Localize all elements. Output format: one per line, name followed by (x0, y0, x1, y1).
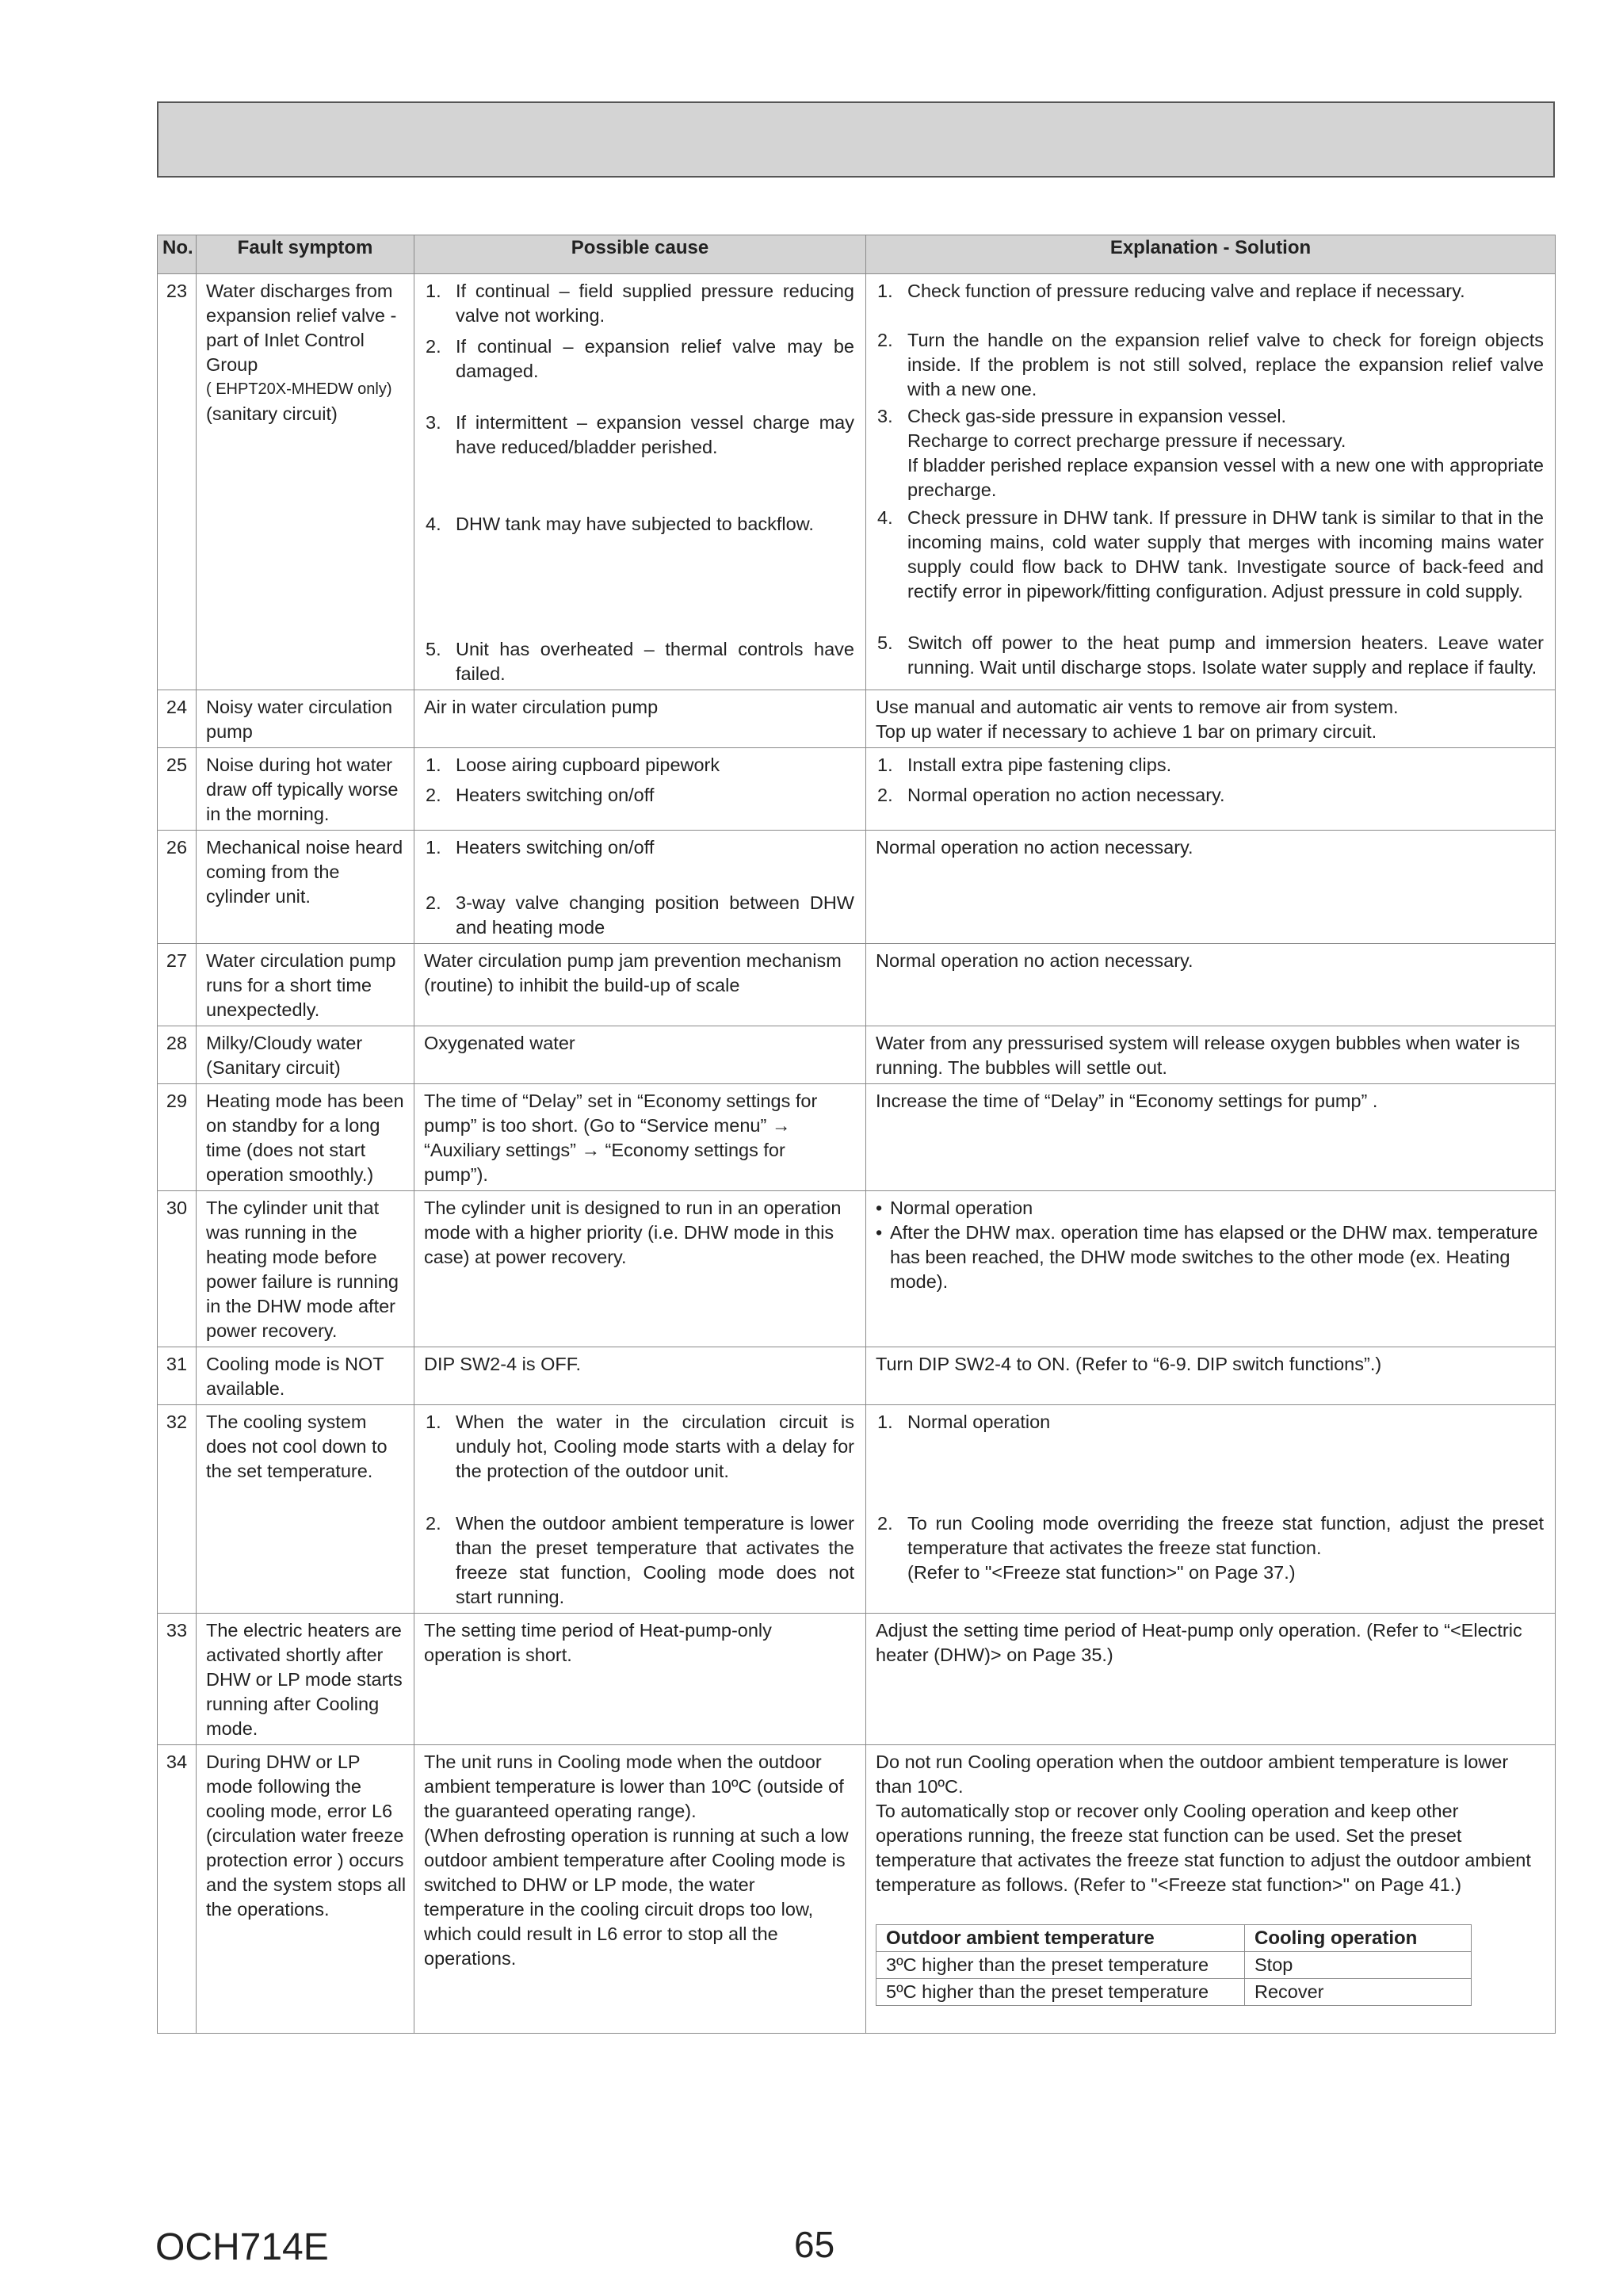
possible-cause: Water circulation pump jam prevention mechanism (routine) to inhibit the build-up of scale (414, 944, 866, 1026)
fault-symptom: Cooling mode is NOT available. (197, 1347, 414, 1405)
table-row: 5ºC higher than the preset temperature Recover (876, 1979, 1472, 2006)
table-row (158, 1405, 1556, 1614)
row-number: 31 (158, 1347, 197, 1405)
table-row (158, 1614, 1556, 1745)
row-number: 34 (158, 1745, 197, 2034)
solution: Turn DIP SW2-4 to ON. (Refer to “6-9. DIP switch functions”.) (866, 1347, 1556, 1405)
fault-symptom: Heating mode has been on standby for a long time (does not start operation smoothly.) (197, 1084, 414, 1191)
freeze-stat-table (876, 1924, 1472, 2006)
solution: 1. Normal operation 2. To run Cooling mode overriding the freeze stat function, adjust the preset temperature that activates the freeze stat function. (Refer to "<Freeze stat function>" on Page 37.) (866, 1405, 1556, 1614)
fault-symptom: The cylinder unit that was running in the heating mode before power failure is running in the DHW mode after power recovery. (197, 1191, 414, 1347)
section-header-band (157, 101, 1555, 178)
table-row (158, 1347, 1556, 1405)
possible-cause: The unit runs in Cooling mode when the outdoor ambient temperature is lower than 10ºC (outside of the guaranteed operating range). (When defrosting operation is running at such a low outdoor ambient temperature after Cooling mode is switched to DHW or LP mode, the water temperature in the cooling circuit drops too low, which could result in L6 error to stop all the operations. (414, 1745, 866, 2034)
possible-cause: DIP SW2-4 is OFF. (414, 1347, 866, 1405)
col-header-possible-cause: Possible cause (414, 235, 866, 274)
fault-symptom: Milky/Cloudy water (Sanitary circuit) (197, 1026, 414, 1084)
table-row (158, 690, 1556, 748)
table-row (158, 1191, 1556, 1347)
document-code: OCH714E (155, 2226, 329, 2268)
fault-symptom: Water circulation pump runs for a short time unexpectedly. (197, 944, 414, 1026)
possible-cause: The setting time period of Heat-pump-only operation is short. (414, 1614, 866, 1745)
possible-cause: 1. If continual – field supplied pressure reducing valve not working. 2. If continual – expansion relief valve may be damaged. 3. If intermittent – expansion vessel charge may have reduced/bladder perished. 4. DHW tank may have subjected to backflow. 5. Unit has overheated – thermal controls have failed. (414, 274, 866, 690)
row-number: 28 (158, 1026, 197, 1084)
inner-header-temperature: Outdoor ambient temperature (876, 1925, 1245, 1952)
row-number: 32 (158, 1405, 197, 1614)
solution: Use manual and automatic air vents to remove air from system. Top up water if necessary to achieve 1 bar on primary circuit. (866, 690, 1556, 748)
table-row (158, 1084, 1556, 1191)
row-number: 30 (158, 1191, 197, 1347)
row-number: 25 (158, 748, 197, 831)
row-number: 26 (158, 831, 197, 944)
row-number: 27 (158, 944, 197, 1026)
possible-cause: The time of “Delay” set in “Economy settings for pump” is too short. (Go to “Service menu” → “Auxiliary settings” → “Economy settings for pump”). (414, 1084, 866, 1191)
inner-header-cooling: Cooling operation (1245, 1925, 1472, 1952)
possible-cause: Oxygenated water (414, 1026, 866, 1084)
possible-cause: 1. Loose airing cupboard pipework 2. Heaters switching on/off (414, 748, 866, 831)
fault-symptom: Water discharges from expansion relief valve - part of Inlet Control Group ( EHPT20X-MHEDW only) (sanitary circuit) (197, 274, 414, 690)
table-row (158, 1745, 1556, 2034)
table-row: 3ºC higher than the preset temperature Stop (876, 1952, 1472, 1979)
row-number: 33 (158, 1614, 197, 1745)
solution: • Normal operation • After the DHW max. operation time has elapsed or the DHW max. temperature has been reached, the DHW mode switches to the other mode (ex. Heating mode). (866, 1191, 1556, 1347)
possible-cause: 1. When the water in the circulation circuit is unduly hot, Cooling mode starts with a delay for the protection of the outdoor unit. 2. When the outdoor ambient temperature is lower than the preset temperature that activates the freeze stat function, Cooling mode does not start running. (414, 1405, 866, 1614)
page-number: 65 (794, 2224, 835, 2265)
solution: Water from any pressurised system will release oxygen bubbles when water is running. The bubbles will settle out. (866, 1026, 1556, 1084)
row-number: 23 (158, 274, 197, 690)
col-header-no: No. (158, 235, 197, 274)
row-number: 29 (158, 1084, 197, 1191)
fault-symptom: Mechanical noise heard coming from the cylinder unit. (197, 831, 414, 944)
solution: Increase the time of “Delay” in “Economy settings for pump” . (866, 1084, 1556, 1191)
solution: Normal operation no action necessary. (866, 944, 1556, 1026)
fault-symptom: Noisy water circulation pump (197, 690, 414, 748)
possible-cause: The cylinder unit is designed to run in an operation mode with a higher priority (i.e. DHW mode in this case) at power recovery. (414, 1191, 866, 1347)
troubleshooting-table (157, 235, 1556, 2034)
row-number: 24 (158, 690, 197, 748)
table-row (158, 748, 1556, 831)
possible-cause: Air in water circulation pump (414, 690, 866, 748)
solution: Do not run Cooling operation when the outdoor ambient temperature is lower than 10ºC. To automatically stop or recover only Cooling operation and keep other operations running, the freeze stat function can be used. Set the preset temperature that activates the freeze stat function to adjust the outdoor ambient temperature as follows. (Refer to "<Freeze stat function>" on Page 41.) Outdoor ambient temperature Cooling operation 3ºC higher than the preset temperature Stop 5ºC higher than the preset temperature Recover (866, 1745, 1556, 2034)
table-row (158, 831, 1556, 944)
solution: 1. Install extra pipe fastening clips. 2. Normal operation no action necessary. (866, 748, 1556, 831)
solution: Normal operation no action necessary. (866, 831, 1556, 944)
table-row (158, 944, 1556, 1026)
fault-symptom: During DHW or LP mode following the cooling mode, error L6 (circulation water freeze protection error ) occurs and the system stops all the operations. (197, 1745, 414, 2034)
fault-symptom: Noise during hot water draw off typically worse in the morning. (197, 748, 414, 831)
possible-cause: 1. Heaters switching on/off 2. 3-way valve changing position between DHW and heating mode (414, 831, 866, 944)
solution: 1. Check function of pressure reducing valve and replace if necessary. 2. Turn the handle on the expansion relief valve to check for foreign objects inside. If the problem is not still solved, replace the expansion relief valve with a new one. 3. Check gas-side pressure in expansion vessel. Recharge to correct precharge pressure if necessary. If bladder perished replace expansion vessel with a new one with appropriate precharge. 4. Check pressure in DHW tank. If pressure in DHW tank is similar to that in the incoming mains, cold water supply that merges with incoming mains water supply could flow back to DHW tank. Investigate source of back-feed and rectify error in pipework/fitting configuration. Adjust pressure in cold supply. 5. Switch off power to the heat pump and immersion heaters. Leave water running. Wait until discharge stops. Isolate water supply and replace if faulty. (866, 274, 1556, 690)
table-row (158, 1026, 1556, 1084)
fault-symptom: The electric heaters are activated shortly after DHW or LP mode starts running after Cooling mode. (197, 1614, 414, 1745)
solution: Adjust the setting time period of Heat-pump only operation. (Refer to “<Electric heater (DHW)> on Page 35.) (866, 1614, 1556, 1745)
table-header-row (158, 235, 1556, 274)
col-header-solution: Explanation - Solution (866, 235, 1556, 274)
table-row (158, 274, 1556, 690)
col-header-fault-symptom: Fault symptom (197, 235, 414, 274)
fault-symptom: The cooling system does not cool down to the set temperature. (197, 1405, 414, 1614)
